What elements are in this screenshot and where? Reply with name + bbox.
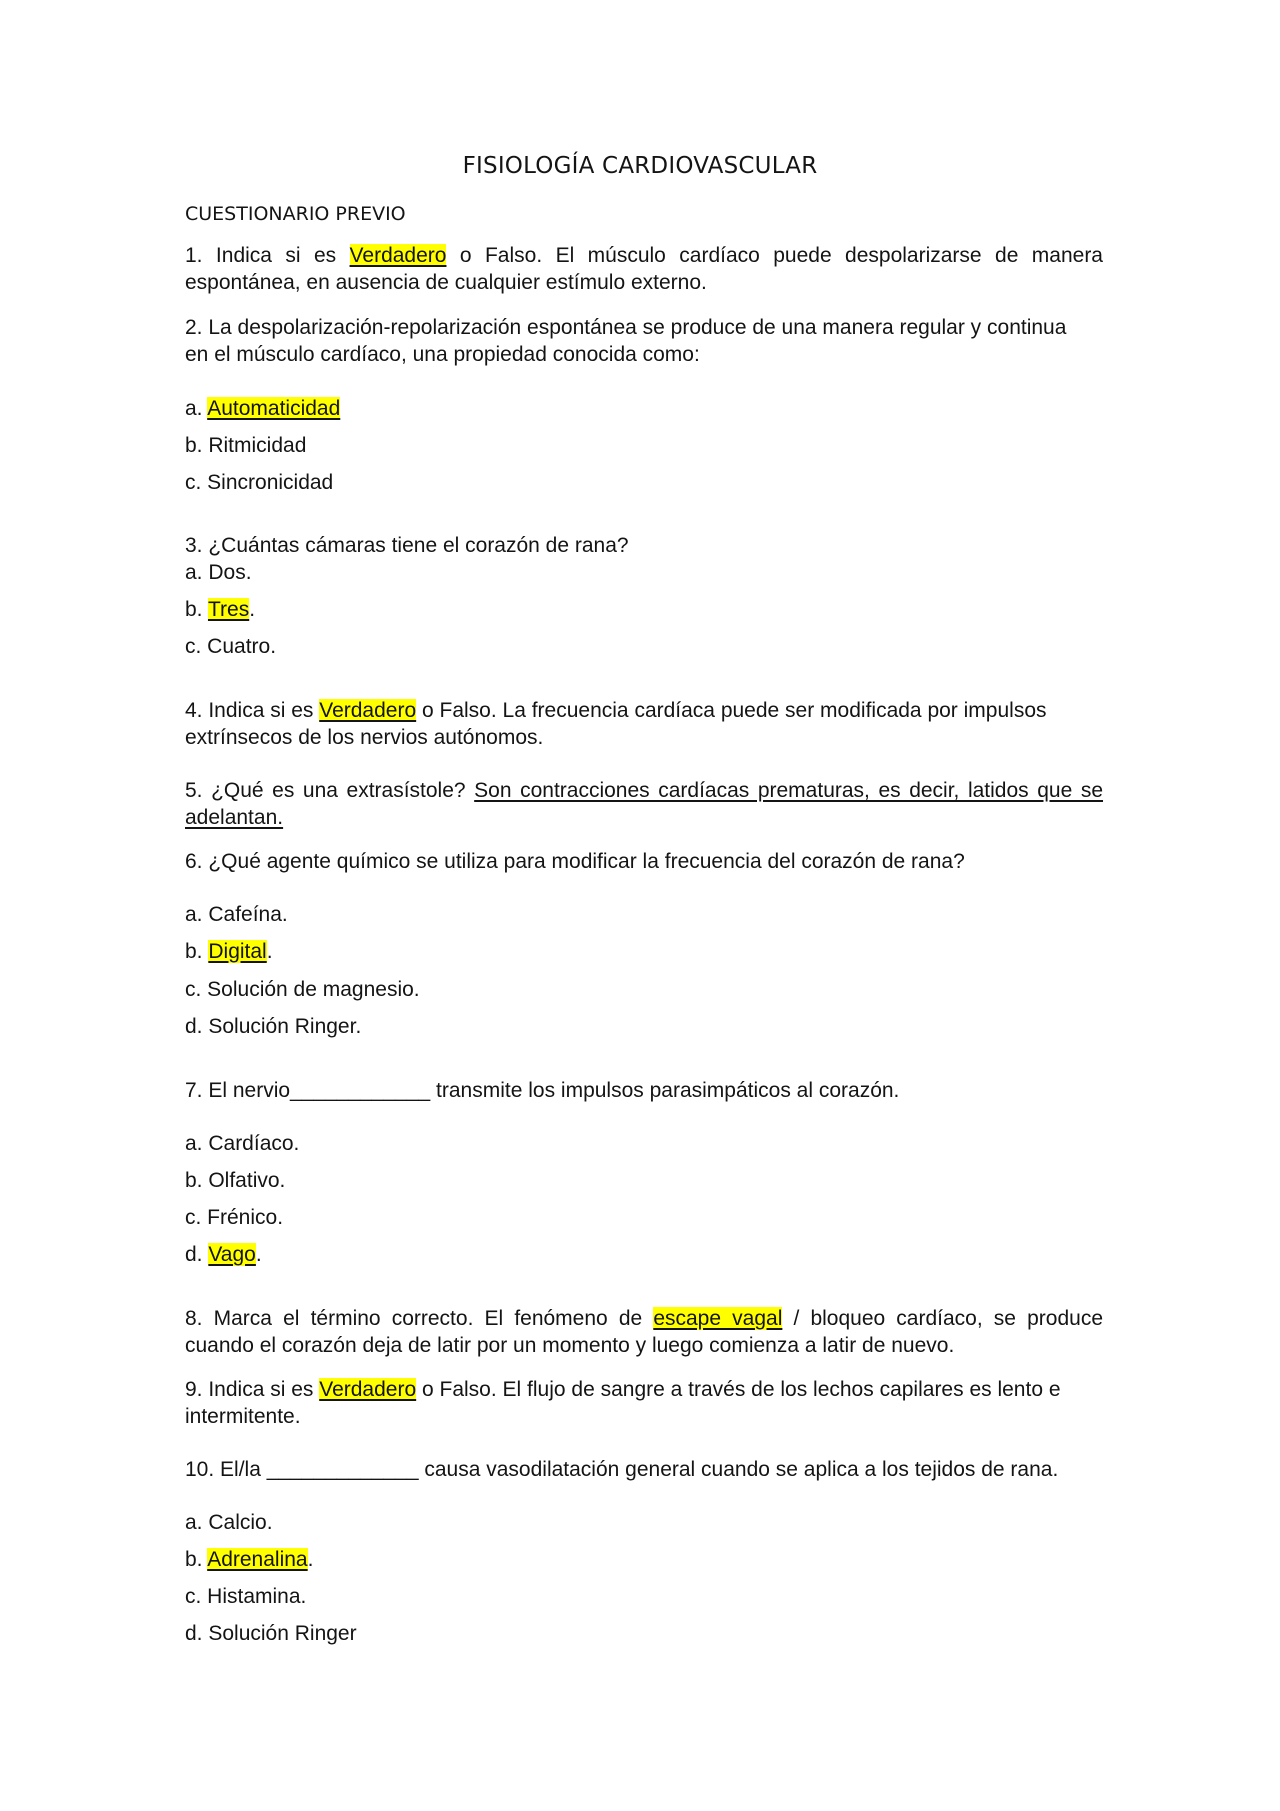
question-8-suffix: / bloqueo cardíaco, se produce	[782, 1307, 1103, 1330]
question-2-option-c: c. Sincronicidad	[185, 471, 334, 494]
question-1-answer: Verdadero	[349, 244, 447, 267]
question-2-line-2: en el músculo cardíaco, una propiedad conocida como:	[185, 343, 700, 366]
question-4-line-2: extrínsecos de los nervios autónomos.	[185, 726, 544, 749]
question-4-answer: Verdadero	[319, 699, 417, 722]
question-7-option-c: c. Frénico.	[185, 1206, 284, 1229]
question-4-prefix: 4. Indica si es	[185, 699, 320, 722]
option-prefix: d.	[185, 1243, 209, 1266]
question-10-answer: Adrenalina	[207, 1548, 308, 1571]
question-7-option-b: b. Olfativo.	[185, 1169, 286, 1192]
question-5-answer-continued: adelantan.	[185, 806, 284, 829]
question-2-line-1: 2. La despolarización-repolarización espontánea se produce de una manera regular y continua	[185, 316, 1067, 339]
option-prefix: a.	[185, 397, 208, 420]
question-8-answer: escape vagal	[653, 1307, 783, 1330]
question-9-suffix: o Falso. El flujo de sangre a través de los lechos capilares es lento e	[416, 1378, 1061, 1401]
question-8-prefix: 8. Marca el término correcto. El fenómeno de	[185, 1307, 654, 1330]
question-10-text: 10. El/la _____________ causa vasodilatación general cuando se aplica a los tejidos de rana.	[185, 1458, 1059, 1481]
question-9-line-2: intermitente.	[185, 1405, 301, 1428]
question-4-suffix: o Falso. La frecuencia cardíaca puede ser modificada por impulsos	[416, 699, 1047, 722]
section-subtitle: CUESTIONARIO PREVIO	[185, 203, 406, 225]
option-prefix: b.	[185, 598, 208, 621]
question-2-option-a	[185, 395, 1103, 422]
option-suffix: .	[266, 940, 273, 963]
question-10-option-d: d. Solución Ringer	[185, 1622, 357, 1645]
question-7-answer: Vago	[208, 1243, 256, 1266]
question-9-answer: Verdadero	[319, 1378, 417, 1401]
question-2-answer: Automaticidad	[207, 397, 341, 420]
question-7-text: 7. El nervio____________ transmite los impulsos parasimpáticos al corazón.	[185, 1079, 900, 1102]
question-8-line-2: cuando el corazón deja de latir por un momento y luego comienza a latir de nuevo.	[185, 1334, 955, 1357]
question-7-option-a: a. Cardíaco.	[185, 1132, 300, 1155]
question-6-text: 6. ¿Qué agente químico se utiliza para modificar la frecuencia del corazón de rana?	[185, 850, 965, 873]
question-3-answer: Tres	[207, 598, 250, 621]
question-6-option-a: a. Cafeína.	[185, 903, 288, 926]
question-2-option-b: b. Ritmicidad	[185, 434, 307, 457]
question-5-prefix: 5. ¿Qué es una extrasístole?	[185, 779, 475, 802]
question-5-line-1	[185, 777, 1103, 804]
question-5-answer: Son contracciones cardíacas prematuras, es decir, latidos que se	[474, 779, 1104, 802]
question-1-line-2: espontánea, en ausencia de cualquier estímulo externo.	[185, 271, 707, 294]
question-9-line-1	[185, 1376, 1103, 1403]
option-suffix: .	[255, 1243, 262, 1266]
question-6-option-c: c. Solución de magnesio.	[185, 978, 420, 1001]
question-1-suffix: o Falso. El músculo cardíaco puede despolarizarse de manera	[446, 244, 1103, 267]
question-3-option-a: a. Dos.	[185, 561, 252, 584]
option-suffix: .	[249, 598, 256, 621]
question-4-line-1	[185, 697, 1103, 724]
question-1-line-1	[185, 242, 1103, 269]
option-suffix: .	[307, 1548, 314, 1571]
question-3-option-b	[185, 596, 1103, 623]
question-6-option-d: d. Solución Ringer.	[185, 1015, 362, 1038]
option-prefix: b.	[185, 940, 209, 963]
question-7-option-d	[185, 1241, 1103, 1268]
option-prefix: b.	[185, 1548, 208, 1571]
question-3-text: 3. ¿Cuántas cámaras tiene el corazón de rana?	[185, 534, 629, 557]
question-10-option-c: c. Histamina.	[185, 1585, 307, 1608]
question-1-prefix: 1. Indica si es	[185, 244, 350, 267]
question-9-prefix: 9. Indica si es	[185, 1378, 320, 1401]
document-title: FISIOLOGÍA CARDIOVASCULAR	[462, 153, 818, 179]
question-6-answer: Digital	[208, 940, 267, 963]
question-5-line-2	[185, 804, 1103, 831]
question-10-option-a: a. Calcio.	[185, 1511, 273, 1534]
question-10-option-b	[185, 1546, 1103, 1573]
question-3-option-c: c. Cuatro.	[185, 635, 277, 658]
question-6-option-b	[185, 938, 1103, 965]
question-8-line-1	[185, 1305, 1103, 1332]
